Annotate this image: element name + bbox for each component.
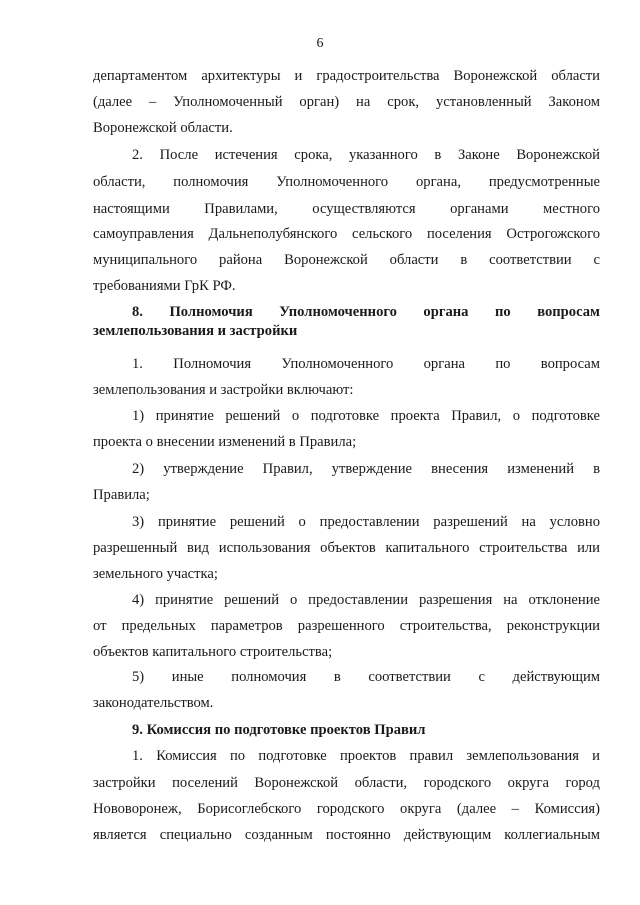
text-line: Воронежской области. xyxy=(93,120,233,136)
page-number: 6 xyxy=(316,36,324,51)
text-line: разрешенный вид использования объектов капитального строительства или xyxy=(93,540,600,556)
text-line: 2. После истечения срока, указанного в Законе Воронежской xyxy=(132,147,600,163)
list-item: 3) принятие решений о предоставлении разрешений на условно xyxy=(132,514,600,530)
list-item: 1) принятие решений о подготовке проекта Правил, о подготовке xyxy=(132,408,600,424)
text-line: законодательством. xyxy=(93,695,214,711)
list-item: 2) утверждение Правил, утверждение внесения изменений в xyxy=(132,461,600,477)
text-line: (далее – Уполномоченный орган) на срок, установленный Законом xyxy=(93,94,600,110)
text-line: землепользования и застройки включают: xyxy=(93,382,354,398)
text-line: застройки поселений Воронежской области, городского округа город xyxy=(93,775,600,791)
text-line: департаментом архитектуры и градостроительства Воронежской области xyxy=(93,68,600,84)
section-heading: землепользования и застройки xyxy=(93,323,298,339)
text-line: является специально созданным постоянно действующим коллегиальным xyxy=(93,827,600,843)
text-line: проекта о внесении изменений в Правила; xyxy=(93,434,357,450)
text-line: области, полномочия Уполномоченного органа, предусмотренные xyxy=(93,174,600,190)
text-line: настоящими Правилами, осуществляются органами местного xyxy=(93,201,600,217)
text-line: требованиями ГрК РФ. xyxy=(93,278,236,294)
text-line: 1. Полномочия Уполномоченного органа по вопросам xyxy=(132,356,600,372)
section-heading: 8. Полномочия Уполномоченного органа по вопросам xyxy=(132,304,600,320)
section-heading: 9. Комиссия по подготовке проектов Правил xyxy=(132,722,426,738)
text-line: объектов капитального строительства; xyxy=(93,644,333,660)
text-line: Нововоронеж, Борисоглебского городского округа (далее – Комиссия) xyxy=(93,801,600,817)
text-line: самоуправления Дальнеполубянского сельского поселения Острогожского xyxy=(93,226,600,242)
text-line: от предельных параметров разрешенного строительства, реконструкции xyxy=(93,618,600,634)
text-line: земельного участка; xyxy=(93,566,218,582)
list-item: 5) иные полномочия в соответствии с действующим xyxy=(132,669,600,685)
text-line: муниципального района Воронежской области в соответствии с xyxy=(93,252,600,268)
list-item: 4) принятие решений о предоставлении разрешения на отклонение xyxy=(132,592,600,608)
text-line: 1. Комиссия по подготовке проектов правил землепользования и xyxy=(132,748,600,764)
text-line: Правила; xyxy=(93,487,150,503)
